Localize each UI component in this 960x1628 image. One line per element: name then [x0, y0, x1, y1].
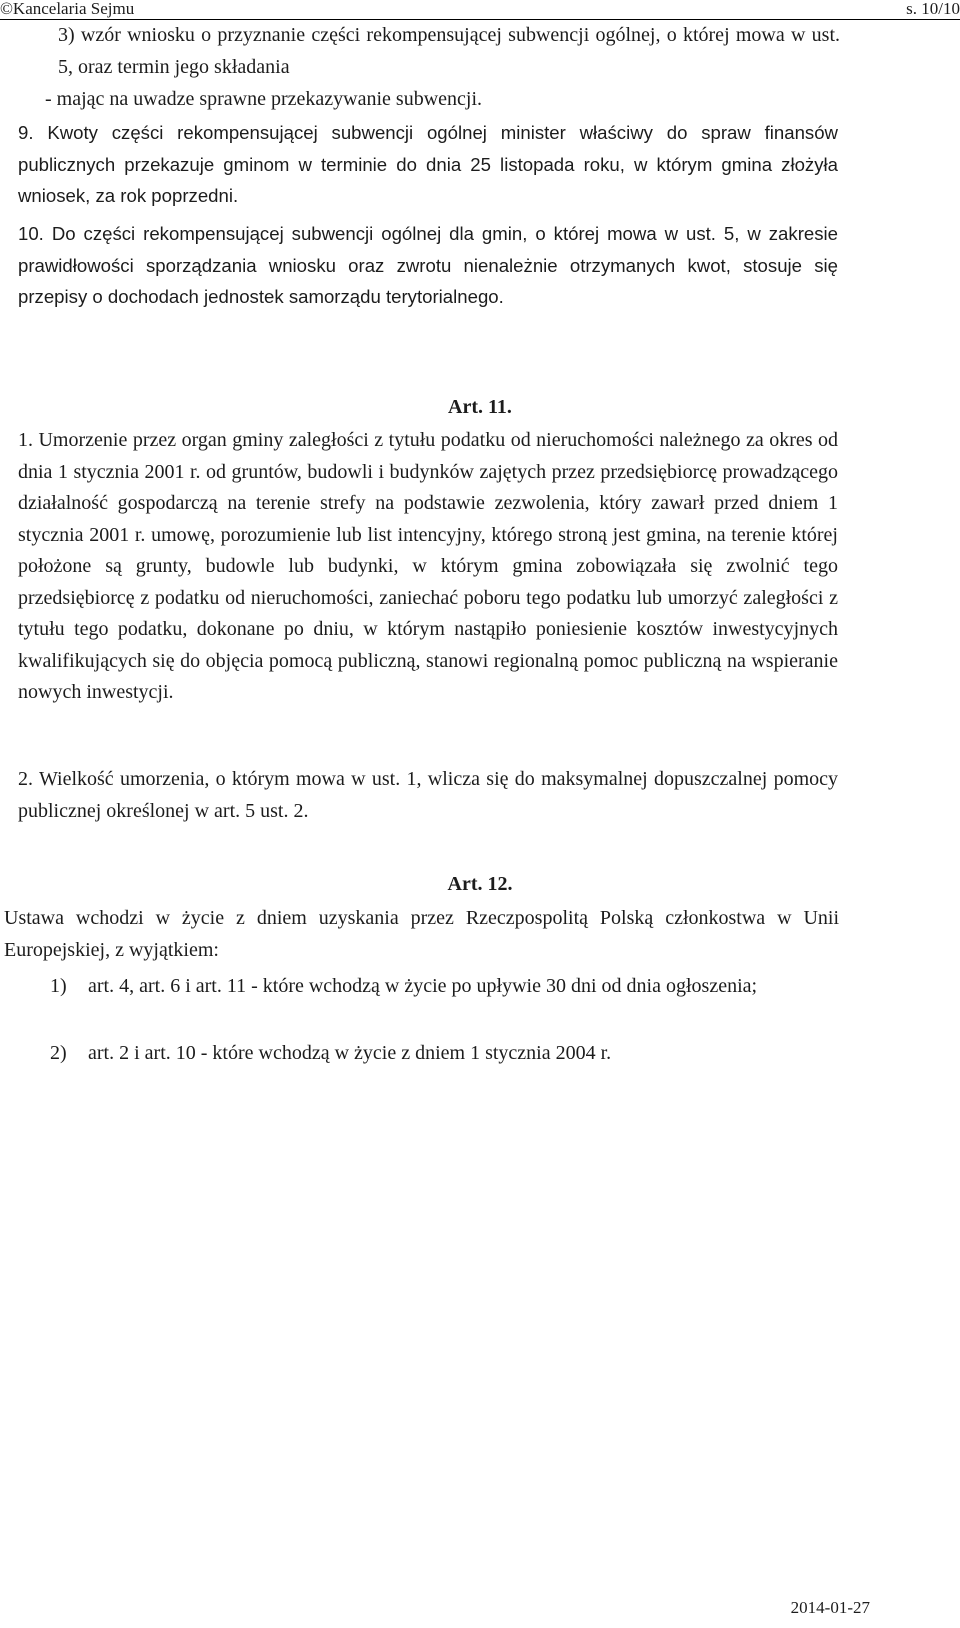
article-12-intro: Ustawa wchodzi w życie z dniem uzyskania przez Rzeczpospolitą Polską członkostwa w Unii Europejskiej, z wyjątkiem: [4, 907, 839, 961]
article-11-heading: Art. 11. [448, 396, 512, 418]
item-3 [58, 20, 840, 83]
article-12-item-1-text: art. 4, art. 6 i art. 11 - które wchodzą w życie po upływie 30 dni od dnia ogłoszenia; [88, 975, 758, 997]
paragraph-10-number: 10. [18, 223, 44, 244]
item-3-text: 3) wzór wniosku o przyznanie części rekompensującej subwencji ogólnej, o której mowa w ust. 5, oraz termin jego składania [58, 24, 840, 78]
footer-date: 2014-01-27 [790, 1598, 870, 1617]
article-11-para-2-text: Wielkość umorzenia, o którym mowa w ust. 1, wlicza się do maksymalnej dopuszczalnej pomocy publicznej określonej w art. 5 ust. 2. [18, 768, 839, 822]
article-12-item-1 [50, 971, 840, 1003]
header-copyright: ©Kancelaria Sejmu [0, 0, 135, 18]
header-page-number: s. 10/10 [906, 0, 960, 18]
item-3-tail: - mając na uwadze sprawne przekazywanie subwencji. [45, 88, 483, 110]
article-12-item-1-number: 1) [50, 975, 67, 997]
article-11-para-1 [18, 425, 838, 709]
article-12-item-2 [50, 1038, 840, 1070]
paragraph-9-number: 9. [18, 122, 34, 143]
paragraph-9 [18, 117, 838, 212]
paragraph-10-text: Do części rekompensującej subwencji ogólnej dla gmin, o której mowa w ust. 5, w zakresie prawidłowości sporządzania wniosku oraz zwrotu nienależnie otrzymanych kwot, stosuje się przepisy o dochodach jednostek samorządu terytorialnego. [18, 223, 838, 307]
article-12-item-2-number: 2) [50, 1042, 67, 1064]
article-11-para-1-text: Umorzenie przez organ gminy zaległości z tytułu podatku od nieruchomości należnego za okres od dnia 1 stycznia 2001 r. od gruntów, budowli i budynków zajętych przez przedsiębiorcę prowadzącego działalność gospodarczą na terenie strefy na podstawie zezwolenia, który zawarł przed dniem 1 stycznia 2001 r. umowę, porozumienie lub list intencyjny, którego stroną jest gmina, na terenie której położone są grunty, budowle lub budynki, w którym gmina zobowiązała się zwolnić tego przedsiębiorcę z podatku od nieruchomości, zaniechać poboru tego podatku lub umorzyć zaległości z tytułu tego podatku, dokonane po dniu, w którym nastąpiło poniesienie kosztów inwestycyjnych kwalifikujących się do objęcia pomocą publiczną, stanowi regionalną pomoc publiczną na wspieranie nowych inwestycji. [18, 429, 838, 703]
article-12-item-2-text: art. 2 i art. 10 - które wchodzą w życie z dniem 1 stycznia 2004 r. [88, 1042, 612, 1064]
paragraph-9-text: Kwoty części rekompensującej subwencji ogólnej minister właściwy do spraw finansów publicznych przekazuje gminom w terminie do dnia 25 listopada roku, w którym gmina złożyła wniosek, za rok poprzedni. [18, 122, 838, 206]
article-11-para-2-number: 2. [18, 768, 33, 790]
article-12-heading: Art. 12. [447, 873, 513, 895]
article-11-para-2 [18, 764, 838, 827]
paragraph-10 [18, 218, 838, 313]
article-11-para-1-number: 1. [18, 429, 33, 451]
